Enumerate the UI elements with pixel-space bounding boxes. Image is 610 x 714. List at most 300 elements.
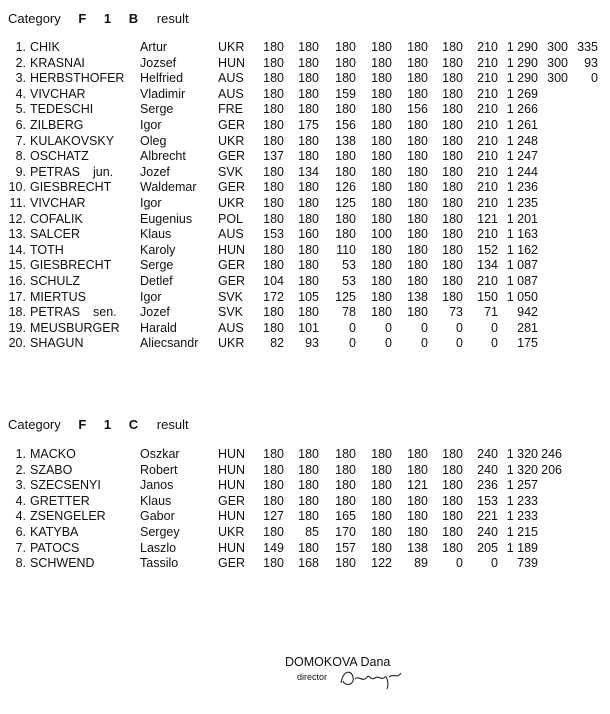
total-score: 1 320 <box>506 462 538 477</box>
handwritten-signature <box>337 665 407 691</box>
round-5-score: 180 <box>407 164 428 179</box>
round-3-score: 159 <box>335 86 356 101</box>
first-name-cell: Oleg <box>140 133 167 148</box>
round-2-score: 180 <box>298 273 319 288</box>
round-2-score: 180 <box>298 40 319 54</box>
round-4-score: 180 <box>371 524 392 539</box>
round-7-score: 210 <box>477 227 498 242</box>
round-3-score: 53 <box>342 258 356 273</box>
round-5-score: 180 <box>407 493 428 508</box>
table-row <box>0 336 610 352</box>
round-1-score: 127 <box>263 509 284 524</box>
round-2-score: 168 <box>298 556 319 571</box>
round-4-score: 180 <box>371 447 392 461</box>
first-name-cell: Jozef <box>140 164 170 179</box>
last-name-cell: ZILBERG <box>30 117 84 132</box>
round-7-score: 210 <box>477 117 498 132</box>
round-5-score: 180 <box>407 40 428 54</box>
round-4-score: 180 <box>371 164 392 179</box>
round-7-score: 240 <box>477 524 498 539</box>
flyoff-2-score: 335 <box>577 40 598 54</box>
nation-cell: UKR <box>218 40 245 54</box>
last-name-cell: SALCER <box>30 227 81 242</box>
total-score: 1 248 <box>506 133 538 148</box>
round-7-score: 210 <box>477 149 498 164</box>
nation-cell: HUN <box>218 242 246 257</box>
round-1-score: 180 <box>263 195 284 210</box>
nation-cell: GER <box>218 180 246 195</box>
first-name-cell: Oszkar <box>140 447 180 461</box>
last-name-cell: KRASNAI <box>30 55 85 70</box>
last-name-cell: KATYBA <box>30 524 79 539</box>
total-score: 1 235 <box>506 195 538 210</box>
first-name-cell: Igor <box>140 117 162 132</box>
round-2-score: 180 <box>298 462 319 477</box>
last-name-cell: ZSENGELER <box>30 509 106 524</box>
round-7-score: 150 <box>477 289 498 304</box>
round-3-score: 110 <box>336 242 356 257</box>
round-4-score: 180 <box>371 509 392 524</box>
rank-cell: 11. <box>9 195 26 210</box>
round-1-score: 180 <box>263 71 284 86</box>
rank-cell: 3. <box>15 478 26 493</box>
round-6-score: 180 <box>442 195 463 210</box>
nation-cell: GER <box>218 556 246 571</box>
round-4-score: 180 <box>371 493 392 508</box>
table-row <box>0 40 610 56</box>
round-5-score: 138 <box>407 540 428 555</box>
total-score: 1 050 <box>506 289 538 304</box>
round-2-score: 180 <box>298 447 319 461</box>
round-2-score: 180 <box>298 86 319 101</box>
last-name-cell: PATOCS <box>30 540 80 555</box>
round-3-score: 180 <box>335 462 356 477</box>
round-4-score: 180 <box>371 305 392 320</box>
nation-cell: GER <box>218 117 246 132</box>
first-name-cell: Jozef <box>140 305 170 320</box>
round-5-score: 180 <box>407 305 428 320</box>
round-6-score: 180 <box>442 180 463 195</box>
round-3-score: 125 <box>335 289 356 304</box>
rank-cell: 16. <box>8 273 26 288</box>
round-6-score: 180 <box>442 540 463 555</box>
total-score: 739 <box>517 556 538 571</box>
first-name-cell: Serge <box>140 102 174 117</box>
total-score: 281 <box>517 320 538 335</box>
nation-cell: UKR <box>218 524 245 539</box>
round-3-score: 180 <box>335 149 356 164</box>
last-name-cell: PETRAS <box>30 305 81 320</box>
round-1-score: 104 <box>263 273 284 288</box>
nation-cell: HUN <box>218 509 246 524</box>
first-name-cell: Harald <box>140 320 177 335</box>
last-name-cell: SZABO <box>30 462 73 477</box>
rank-cell: 14. <box>8 242 26 257</box>
last-name-cell: SHAGUN <box>30 336 84 351</box>
rank-cell: 18. <box>8 305 26 320</box>
nation-cell: AUS <box>218 71 244 86</box>
round-2-score: 180 <box>298 509 319 524</box>
round-4-score: 180 <box>371 55 392 70</box>
rank-cell: 2. <box>15 462 26 477</box>
round-7-score: 210 <box>477 55 498 70</box>
table-row <box>0 165 610 181</box>
round-3-score: 0 <box>349 336 356 351</box>
round-4-score: 180 <box>371 258 392 273</box>
round-5-score: 180 <box>407 180 428 195</box>
last-name-cell: KULAKOVSKY <box>30 133 115 148</box>
total-score: 1 236 <box>506 180 538 195</box>
first-name-cell: Klaus <box>140 227 172 242</box>
round-2-score: 93 <box>305 336 319 351</box>
round-7-score: 210 <box>477 102 498 117</box>
round-4-score: 180 <box>371 242 392 257</box>
round-3-score: 126 <box>335 180 356 195</box>
table-row <box>0 290 610 306</box>
round-5-score: 89 <box>414 556 428 571</box>
round-5-score: 180 <box>407 211 428 226</box>
round-7-score: 221 <box>477 509 498 524</box>
round-6-score: 180 <box>442 40 463 54</box>
rank-cell: 13. <box>8 227 26 242</box>
first-name-cell: Igor <box>140 195 162 210</box>
first-name-cell: Tassilo <box>140 556 179 571</box>
round-7-score: 236 <box>477 478 498 493</box>
round-7-score: 210 <box>477 86 498 101</box>
round-4-score: 180 <box>371 133 392 148</box>
rank-cell: 7. <box>15 540 26 555</box>
round-5-score: 180 <box>407 524 428 539</box>
round-7-score: 134 <box>477 258 498 273</box>
round-7-score: 210 <box>477 164 498 179</box>
total-score: 1 261 <box>506 117 538 132</box>
last-name-cell: GRETTER <box>30 493 90 508</box>
rank-cell: 20. <box>8 336 26 351</box>
first-name-cell: Sergey <box>140 524 180 539</box>
round-4-score: 180 <box>371 149 392 164</box>
rank-cell: 19. <box>8 320 26 335</box>
round-1-score: 153 <box>263 227 284 242</box>
round-5-score: 0 <box>421 336 428 351</box>
round-2-score: 101 <box>298 320 319 335</box>
round-5-score: 180 <box>407 509 428 524</box>
round-2-score: 180 <box>298 242 319 257</box>
rank-cell: 6. <box>15 117 26 132</box>
last-name-cell: SCHULZ <box>30 273 81 288</box>
round-5-score: 180 <box>407 242 428 257</box>
round-5-score: 180 <box>407 227 428 242</box>
nation-cell: HUN <box>218 55 246 70</box>
first-name-cell: Detlef <box>140 273 173 288</box>
round-5-score: 180 <box>407 117 428 132</box>
round-2-score: 180 <box>298 258 319 273</box>
total-score: 1 233 <box>506 493 538 508</box>
nation-cell: HUN <box>218 478 246 493</box>
first-name-cell: Robert <box>140 462 178 477</box>
round-7-score: 205 <box>477 540 498 555</box>
round-7-score: 152 <box>477 242 498 257</box>
first-name-cell: Artur <box>140 40 168 54</box>
round-6-score: 73 <box>449 305 463 320</box>
rank-cell: 7. <box>15 133 26 148</box>
rank-cell: 9. <box>15 164 26 179</box>
round-3-score: 53 <box>342 273 356 288</box>
round-4-score: 180 <box>371 273 392 288</box>
last-name-cell: HERBSTHOFER <box>30 71 125 86</box>
first-name-cell: Laszlo <box>140 540 177 555</box>
last-name-cell: PETRAS <box>30 164 81 179</box>
rank-cell: 8. <box>15 556 26 571</box>
round-1-score: 180 <box>263 180 284 195</box>
rank-cell: 4. <box>15 509 26 524</box>
first-name-cell: Albrecht <box>140 149 186 164</box>
round-1-score: 82 <box>270 336 284 351</box>
round-7-score: 210 <box>477 133 498 148</box>
round-1-score: 180 <box>263 211 284 226</box>
nation-cell: GER <box>218 149 246 164</box>
flyoff-1-score: 206 <box>541 462 562 477</box>
last-name-cell: GIESBRECHT <box>30 258 112 273</box>
round-6-score: 180 <box>442 55 463 70</box>
round-2-score: 180 <box>298 540 319 555</box>
rank-cell: 17. <box>8 289 26 304</box>
round-6-score: 180 <box>442 462 463 477</box>
nation-cell: SVK <box>218 289 244 304</box>
round-5-score: 138 <box>407 289 428 304</box>
category-label: Category <box>8 417 61 432</box>
round-2-score: 160 <box>298 227 319 242</box>
round-1-score: 180 <box>263 242 284 257</box>
round-2-score: 105 <box>298 289 319 304</box>
nation-cell: UKR <box>218 195 245 210</box>
round-6-score: 180 <box>442 149 463 164</box>
total-score: 1 189 <box>506 540 538 555</box>
rank-cell: 4. <box>15 493 26 508</box>
round-3-score: 0 <box>349 320 356 335</box>
round-3-score: 180 <box>335 478 356 493</box>
round-4-score: 180 <box>371 102 392 117</box>
round-2-score: 180 <box>298 180 319 195</box>
round-1-score: 172 <box>263 289 284 304</box>
table-row <box>0 525 610 541</box>
round-1-score: 180 <box>263 493 284 508</box>
round-5-score: 180 <box>407 55 428 70</box>
table-row <box>0 102 610 118</box>
name-suffix-cell: jun. <box>93 164 114 179</box>
round-2-score: 180 <box>298 305 319 320</box>
round-1-score: 180 <box>263 86 284 101</box>
round-2-score: 180 <box>298 133 319 148</box>
first-name-cell: Aliecsandr <box>140 336 199 351</box>
round-7-score: 0 <box>491 336 498 351</box>
round-3-score: 180 <box>335 211 356 226</box>
round-7-score: 210 <box>477 195 498 210</box>
rank-cell: 1. <box>15 40 26 54</box>
round-1-score: 180 <box>263 447 284 461</box>
table-row <box>0 56 610 72</box>
round-3-score: 180 <box>335 55 356 70</box>
nation-cell: GER <box>218 493 246 508</box>
round-3-score: 180 <box>335 71 356 86</box>
round-3-score: 138 <box>335 133 356 148</box>
signature-block <box>285 655 485 682</box>
round-6-score: 180 <box>442 117 463 132</box>
table-row <box>0 556 610 572</box>
last-name-cell: COFALIK <box>30 211 83 226</box>
round-1-score: 180 <box>263 305 284 320</box>
last-name-cell: TOTH <box>30 242 64 257</box>
round-1-score: 137 <box>263 149 284 164</box>
category-header-f1c <box>8 417 189 432</box>
round-7-score: 210 <box>477 40 498 54</box>
round-1-score: 180 <box>263 55 284 70</box>
round-5-score: 180 <box>407 273 428 288</box>
round-6-score: 180 <box>442 227 463 242</box>
round-7-score: 210 <box>477 71 498 86</box>
rank-cell: 5. <box>15 102 26 117</box>
nation-cell: SVK <box>218 164 244 179</box>
rank-cell: 2. <box>15 55 26 70</box>
last-name-cell: SCHWEND <box>30 556 95 571</box>
round-6-score: 180 <box>442 164 463 179</box>
category-header-f1b <box>8 11 189 26</box>
category-code: F 1 B <box>78 11 146 26</box>
rank-cell: 4. <box>15 86 26 101</box>
table-row <box>0 305 610 321</box>
first-name-cell: Igor <box>140 289 162 304</box>
round-4-score: 100 <box>371 227 392 242</box>
flyoff-2-score: 93 <box>584 55 598 70</box>
total-score: 1 201 <box>506 211 538 226</box>
round-6-score: 180 <box>442 71 463 86</box>
round-6-score: 180 <box>442 211 463 226</box>
last-name-cell: MACKO <box>30 447 76 461</box>
rank-cell: 6. <box>15 524 26 539</box>
round-7-score: 71 <box>484 305 498 320</box>
first-name-cell: Karoly <box>140 242 176 257</box>
last-name-cell: GIESBRECHT <box>30 180 112 195</box>
round-4-score: 0 <box>385 320 392 335</box>
table-row <box>0 509 610 525</box>
round-5-score: 156 <box>407 102 428 117</box>
flyoff-1-score: 300 <box>547 40 568 54</box>
round-7-score: 0 <box>491 556 498 571</box>
rank-cell: 10. <box>8 180 26 195</box>
first-name-cell: Helfried <box>140 71 184 86</box>
table-row <box>0 71 610 87</box>
table-row <box>0 180 610 196</box>
table-row <box>0 87 610 103</box>
rank-cell: 15. <box>8 258 26 273</box>
last-name-cell: TEDESCHI <box>30 102 94 117</box>
total-score: 1 320 <box>506 447 538 461</box>
total-score: 1 290 <box>506 40 538 54</box>
results-table-f1c <box>0 447 610 572</box>
table-row <box>0 258 610 274</box>
table-row <box>0 463 610 479</box>
flyoff-1-score: 300 <box>547 71 568 86</box>
total-score: 1 087 <box>506 258 538 273</box>
round-7-score: 153 <box>477 493 498 508</box>
round-3-score: 125 <box>335 195 356 210</box>
table-row <box>0 478 610 494</box>
round-5-score: 180 <box>407 86 428 101</box>
table-row <box>0 321 610 337</box>
table-row <box>0 118 610 134</box>
round-2-score: 180 <box>298 478 319 493</box>
total-score: 942 <box>517 305 538 320</box>
rank-cell: 12. <box>8 211 26 226</box>
round-3-score: 180 <box>335 227 356 242</box>
nation-cell: HUN <box>218 462 246 477</box>
round-1-score: 180 <box>263 102 284 117</box>
result-label: result <box>156 417 189 432</box>
nation-cell: GER <box>218 258 246 273</box>
flyoff-1-score: 300 <box>547 55 568 70</box>
total-score: 1 215 <box>506 524 538 539</box>
nation-cell: AUS <box>218 86 244 101</box>
round-6-score: 0 <box>456 336 463 351</box>
rank-cell: 3. <box>15 71 26 86</box>
nation-cell: HUN <box>218 447 246 461</box>
round-2-score: 180 <box>298 195 319 210</box>
nation-cell: FRE <box>218 102 243 117</box>
round-6-score: 0 <box>456 556 463 571</box>
total-score: 1 162 <box>506 242 538 257</box>
round-3-score: 157 <box>335 540 356 555</box>
round-5-score: 180 <box>407 149 428 164</box>
round-2-score: 180 <box>298 102 319 117</box>
table-row <box>0 212 610 228</box>
round-5-score: 180 <box>407 258 428 273</box>
total-score: 1 233 <box>506 509 538 524</box>
round-3-score: 180 <box>335 40 356 54</box>
round-2-score: 180 <box>298 149 319 164</box>
last-name-cell: OSCHATZ <box>30 149 89 164</box>
round-6-score: 180 <box>442 273 463 288</box>
total-score: 1 247 <box>506 149 538 164</box>
round-1-score: 180 <box>263 133 284 148</box>
first-name-cell: Gabor <box>140 509 175 524</box>
round-6-score: 180 <box>442 478 463 493</box>
total-score: 1 269 <box>506 86 538 101</box>
table-row <box>0 243 610 259</box>
round-1-score: 180 <box>263 524 284 539</box>
table-row <box>0 134 610 150</box>
flyoff-2-score: 0 <box>591 71 598 86</box>
round-5-score: 180 <box>407 133 428 148</box>
rank-cell: 8. <box>15 149 26 164</box>
round-3-score: 180 <box>335 447 356 461</box>
round-3-score: 180 <box>335 164 356 179</box>
round-6-score: 180 <box>442 493 463 508</box>
round-3-score: 180 <box>335 102 356 117</box>
round-7-score: 0 <box>491 320 498 335</box>
round-6-score: 180 <box>442 242 463 257</box>
round-1-score: 180 <box>263 40 284 54</box>
first-name-cell: Janos <box>140 478 174 493</box>
total-score: 1 290 <box>506 71 538 86</box>
round-5-score: 180 <box>407 71 428 86</box>
round-3-score: 170 <box>335 524 356 539</box>
total-score: 1 163 <box>506 227 538 242</box>
round-3-score: 180 <box>335 556 356 571</box>
nation-cell: SVK <box>218 305 244 320</box>
first-name-cell: Jozsef <box>140 55 177 70</box>
round-2-score: 85 <box>305 524 319 539</box>
round-3-score: 180 <box>335 493 356 508</box>
table-row <box>0 149 610 165</box>
